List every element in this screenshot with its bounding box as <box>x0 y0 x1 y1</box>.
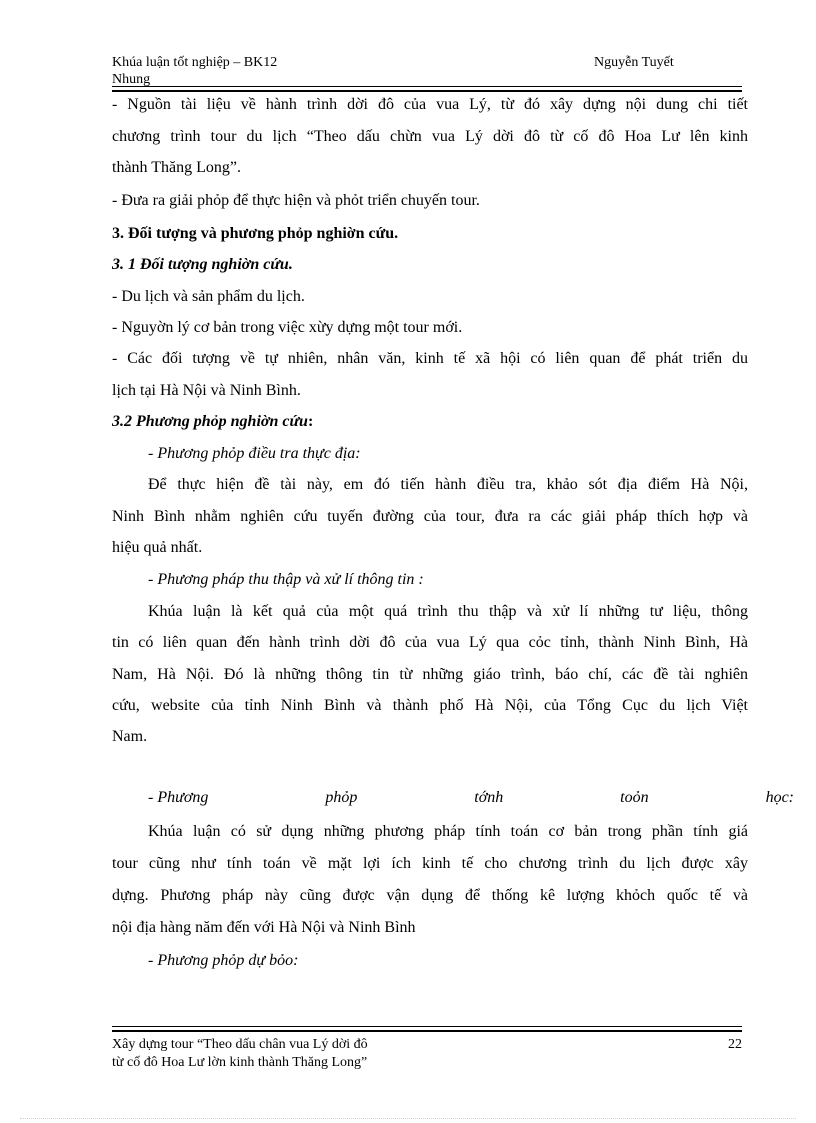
page-edge-divider <box>20 1118 796 1119</box>
text-line: cứu, website của tỉnh Ninh Bình và thành phố Hà Nội, của Tổng Cục du lịch Việt <box>112 697 748 714</box>
method-heading: - Phương phỏp dự bỏo: <box>148 952 299 969</box>
footer-title-line1: Xây dựng tour “Theo dấu chân vua Lý dời đô <box>112 1037 368 1052</box>
header-author: Nguyễn Tuyết <box>594 55 674 70</box>
spread-word: toỏn <box>620 789 649 806</box>
subsection-heading-colon: : <box>307 413 314 430</box>
text-line: Khúa luận có sử dụng những phương pháp tính toán cơ bản trong phần tính giá <box>148 823 748 840</box>
text-line: thành Thăng Long”. <box>112 159 242 176</box>
header-title: Khúa luận tốt nghiệp – BK12 <box>112 55 278 70</box>
subsection-heading-2 <box>112 413 313 431</box>
text-line: - Nguồn tài liệu về hành trình dời đô của vua Lý, từ đó xây dựng nội dung chi tiết <box>112 96 748 113</box>
subsection-heading-text: 3.2 Phương phỏp nghiờn cứu <box>112 413 308 430</box>
method-heading: - Phương phỏp điều tra thực địa: <box>148 445 361 462</box>
method-heading-spread <box>148 789 794 807</box>
text-line: nội địa hàng năm đến với Hà Nội và Ninh Bình <box>112 919 416 936</box>
text-line: - Các đối tượng về tự nhiên, nhân văn, kinh tế xã hội có liên quan để phát triển du <box>112 350 748 367</box>
text-line: tin có liên quan đến hành trình dời đô của vua Lý qua cỏc tỉnh, thành Ninh Bình, Hà <box>112 634 748 651</box>
text-line: chương trình tour du lịch “Theo dấu chừn vua Lý dời đô từ cố đô Hoa Lư lên kinh <box>112 128 748 145</box>
text-line: hiệu quả nhất. <box>112 539 203 556</box>
header-rule-thin <box>112 91 742 92</box>
page-footer <box>112 1036 742 1072</box>
text-line: Nam, Hà Nội. Đó là những thông tin từ những giáo trình, báo chí, các đề tài nghiên <box>112 666 748 683</box>
spread-word: học: <box>765 789 794 806</box>
spread-word: tớnh <box>474 789 504 806</box>
page-number: 22 <box>728 1037 742 1052</box>
text-line: - Du lịch và sản phẩm du lịch. <box>112 288 305 305</box>
text-line: tour cũng như tính toán về mặt lợi ích kinh tế cho chương trình du lịch được xây <box>112 855 748 872</box>
method-heading: - Phương pháp thu thập và xử lí thông tin : <box>148 571 424 588</box>
footer-rule-thin <box>112 1031 742 1032</box>
header-left <box>112 54 412 88</box>
text-line: Ninh Bình nhằm nghiên cứu tuyến đường của tour, đưa ra các giải pháp thích hợp và <box>112 508 748 525</box>
header-title-cont: Nhung <box>112 72 151 87</box>
footer-title-line2: từ cố đô Hoa Lư lờn kinh thành Thăng Long” <box>112 1055 368 1070</box>
text-line: - Đưa ra giải phỏp để thực hiện và phỏt triển chuyến tour. <box>112 192 480 209</box>
spread-word: - Phương <box>148 789 209 806</box>
text-line: dựng. Phương pháp này cũng được vận dụng để thống kê lượng khỏch quốc tế và <box>112 887 748 904</box>
text-line: Nam. <box>112 728 148 745</box>
subsection-heading: 3. 1 Đối tượng nghiờn cứu. <box>112 256 293 273</box>
section-heading: 3. Đối tượng và phương phỏp nghiờn cứu. <box>112 225 399 242</box>
text-line: lịch tại Hà Nội và Ninh Bình. <box>112 382 301 399</box>
text-line: - Nguyờn lý cơ bản trong việc xừy dựng một tour mới. <box>112 319 463 336</box>
text-line: Để thực hiện đề tài này, em đó tiến hành điều tra, khảo sót địa điểm Hà Nội, <box>148 476 748 493</box>
spread-word: phỏp <box>325 789 358 806</box>
text-line: Khúa luận là kết quả của một quá trình thu thập và xử lí những tư liệu, thông <box>148 603 748 620</box>
